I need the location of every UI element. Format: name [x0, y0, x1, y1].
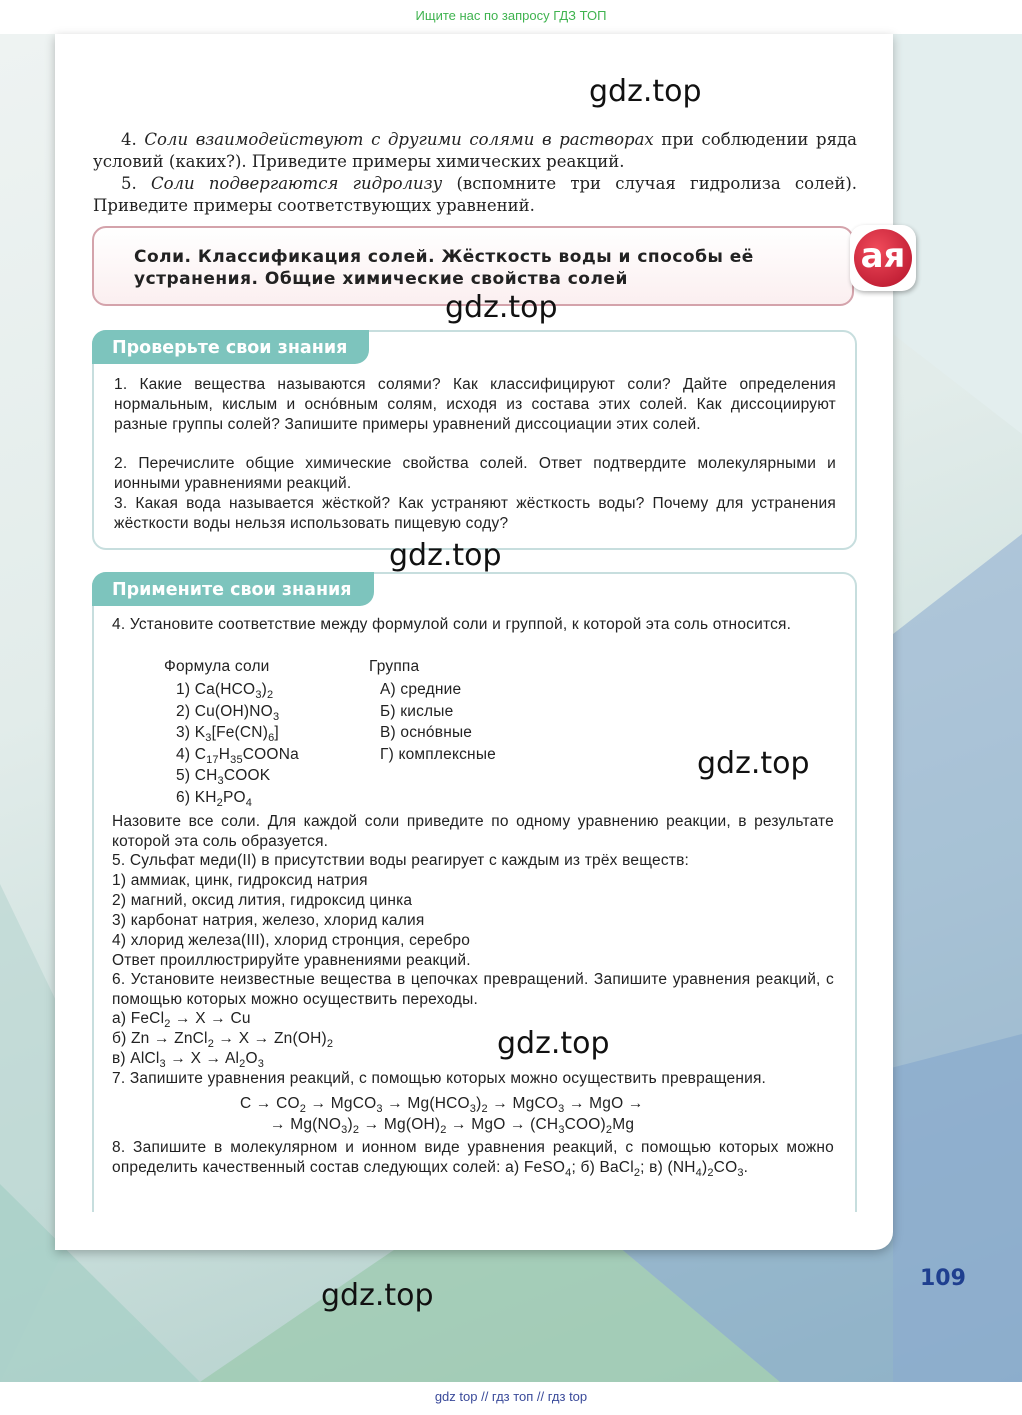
watermark: gdz.top	[589, 74, 702, 109]
page-number: 109	[920, 1266, 966, 1291]
q5-option: 4) хлорид железа(III), хлорид стронция, серебро	[112, 932, 471, 949]
q6-chain-b: б) Zn → ZnCl$_2$ → $X \to Zn(OH)_2$	[112, 1030, 334, 1050]
formula-number: 2)	[176, 702, 191, 720]
para-5-number: 5.	[121, 174, 137, 193]
formula-list	[176, 679, 299, 809]
top-banner	[0, 0, 1022, 34]
q5-option: 2) магний, оксид лития, гидроксид цинка	[112, 892, 413, 909]
q8-text: 8. Запишите в молекулярном и ионном виде уравнения реакций, с помощью которых можно определить качественный состав следующих солей: а) FeSO	[112, 1139, 834, 1176]
group-item: А) средние	[380, 681, 462, 698]
formula-number: 5)	[176, 767, 191, 785]
textbook-logo	[850, 225, 916, 291]
check-knowledge-header: Проверьте свои знания	[92, 330, 369, 364]
group-item: В) оснóвные	[380, 724, 473, 742]
formula-number: 1)	[176, 681, 191, 698]
para-5-italic: Соли подвергаются гидролизу	[150, 174, 443, 193]
formula-item: 2) $Cu(OH)NO_3$	[176, 702, 280, 723]
formula-item: 4) $C_{17}H_{35}COONa$	[176, 745, 299, 766]
bottom-banner	[0, 1382, 1022, 1415]
para-5-rest: (вспомните три случая гидролиза солей). Приведите примеры соответствующих уравнений.	[93, 174, 858, 215]
apply-q5-options	[112, 871, 471, 971]
para-4-number: 4.	[121, 130, 137, 149]
apply-q7-intro: 7. Запишите уравнения реакций, с помощью которых можно осуществить превращения.	[112, 1070, 767, 1087]
apply-knowledge-box	[92, 572, 857, 1212]
apply-q4-outro: Назовите все соли. Для каждой соли приведите по одному уравнению реакции, в результате которой эта соль образуется.	[112, 813, 834, 850]
apply-q6-intro: 6. Установите неизвестные вещества в цепочках превращений. Запишите уравнения реакций, с помощью которых можно осуществить переходы.	[112, 971, 834, 1008]
q6-chain-c: в) AlCl$_3$ → $X \to Al_2O_3$	[112, 1050, 265, 1070]
q5-outro: Ответ проиллюстрируйте уравнениями реакций.	[112, 952, 471, 969]
formula-number: 4)	[176, 745, 191, 763]
apply-q5-intro: 5. Сульфат меди(II) в присутствии воды реагирует с каждым из трёх веществ:	[112, 852, 690, 869]
q6-chain-a: а) FeCl$_2$ → X → Cu	[112, 1010, 251, 1030]
apply-knowledge-header: Примените свои знания	[92, 572, 374, 606]
q6-chains	[112, 1009, 333, 1069]
formula-item: 5) $CH_3COOK$	[176, 767, 271, 788]
topic-title: Соли. Классификация солей. Жёсткость воды и способы её устранения. Общие химические свойства солей	[134, 247, 754, 289]
check-q1: 1. Какие вещества называются солями? Как классифицируют соли? Дайте определения нормальным, кислым и оснóвным солям, исходя из состава этих солей. Как диссоциируют разные группы солей? Запишите примеры уравнений диссоциации этих солей.	[114, 376, 836, 433]
apply-q8: 8. Запишите в молекулярном и ионном виде уравнения реакций, с помощью которых можно определить качественный состав следующих солей: а) FeSO$_4$; б) BaCl$_2$; в) $(NH_4)_2CO_3$.	[112, 1139, 834, 1179]
q5-option: 3) карбонат натрия, железо, хлорид калия	[112, 912, 425, 929]
check-knowledge-box	[92, 330, 857, 550]
column-formula-header: Формула соли	[164, 658, 270, 675]
watermark: gdz.top	[321, 1278, 434, 1313]
bottom-banner-text[interactable]: gdz top // гдз топ // гдз top	[434, 1389, 588, 1404]
check-q2: 2. Перечислите общие химические свойства солей. Ответ подтвердите молекулярными и ионными уравнениями реакций.	[114, 455, 836, 492]
apply-q4-intro: 4. Установите соответствие между формулой соли и группой, к которой эта соль относится.	[112, 616, 792, 633]
formula-item: 1) $Ca(HCO_3)_2$	[176, 681, 274, 701]
group-item: Г) комплексные	[380, 745, 496, 763]
paragraph-4	[93, 129, 857, 173]
watermark: gdz.top	[697, 746, 810, 781]
group-list	[380, 679, 496, 765]
column-group-header: Группа	[369, 658, 420, 675]
formula-item: 6) $KH_2PO_4$	[176, 788, 253, 809]
para-4-rest: при соблюдении ряда условий (каких?). Приведите примеры химических реакций.	[93, 130, 857, 171]
group-item: Б) кислые	[380, 702, 454, 720]
para-4-italic: Соли взаимодействуют с другими солями в растворах	[144, 130, 654, 149]
watermark: gdz.top	[389, 538, 502, 573]
paragraph-5	[93, 173, 857, 217]
watermark: gdz.top	[445, 290, 558, 325]
q7-chain-line-2: → $Mg(NO_3)_2 \to Mg(OH)_2$ → MgO → $(CH_3COO)_2Mg$	[270, 1116, 635, 1136]
q7-chain-line-1: $C \to CO_2$ → MgCO$_3$ → $Mg(HCO_3)_2$ → MgCO$_3$ → MgO →	[240, 1095, 644, 1115]
formula-number: 3)	[176, 724, 191, 742]
formula-number: 6)	[176, 788, 191, 806]
formula-item: 3) $K_3[Fe(CN)_6]$	[176, 724, 279, 745]
logo-icon: ая	[854, 229, 912, 287]
top-banner-text[interactable]: Ищите нас по запросу ГДЗ ТОП	[415, 8, 607, 23]
check-q3: 3. Какая вода называется жёсткой? Как устраняют жёсткость воды? Почему для устранения жёсткости воды нельзя использовать пищевую соду?	[114, 495, 836, 532]
watermark: gdz.top	[497, 1026, 610, 1061]
q5-option: 1) аммиак, цинк, гидроксид натрия	[112, 872, 368, 889]
